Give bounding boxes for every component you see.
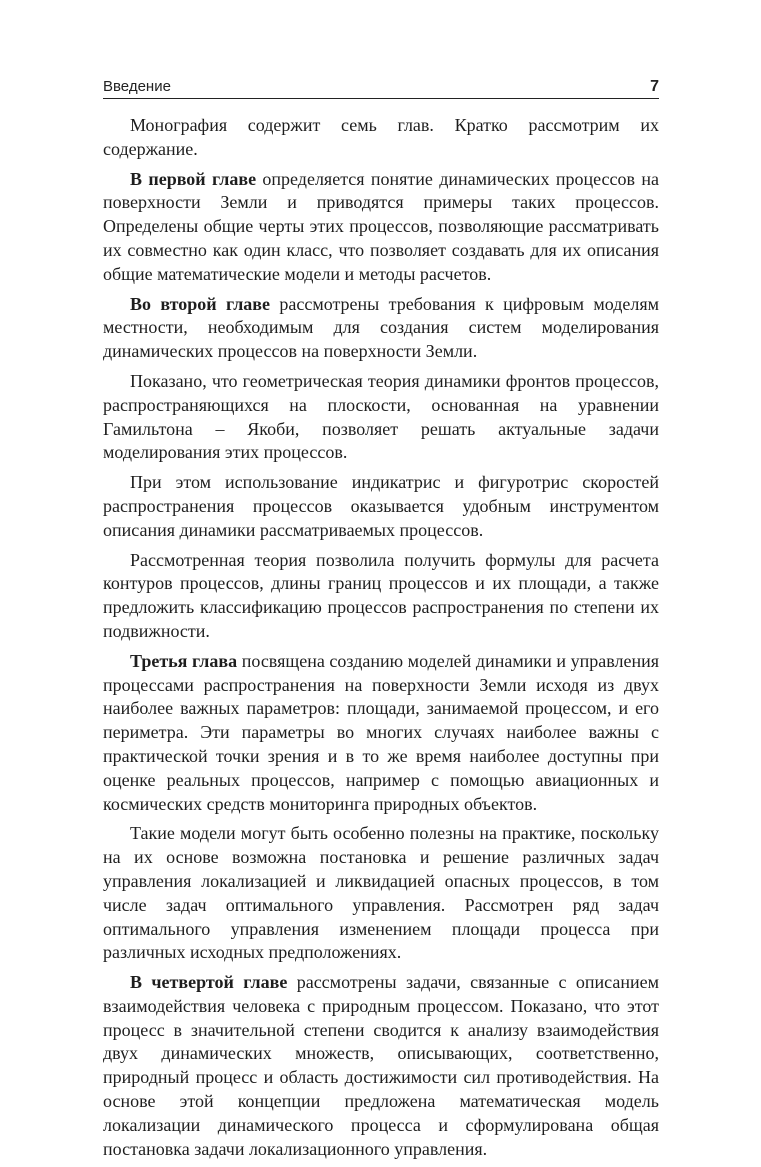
paragraph-text: Рассмотренная теория позволила получить формулы для расчета контуров процессов, длины границ процессов и их площади, а также предложить классификацию процессов распространения по степени их подвижности. — [103, 549, 659, 641]
paragraph-text: Монография содержит семь глав. Кратко рассмотрим их содержание. — [103, 115, 659, 159]
paragraph-lead: Третья глава — [130, 650, 238, 671]
running-header — [103, 76, 659, 99]
paragraph — [103, 114, 659, 162]
paragraph — [103, 822, 659, 965]
paragraph — [103, 168, 659, 287]
body-text — [103, 114, 659, 1167]
paragraph-text: определяется понятие динамических процессов на поверхности Земли и приводятся примеры таких процессов. Определены общие черты этих процессов, позволяющие рассматривать их совместно как один класс, что позволяет создавать для их описания общие математические модели и методы расчетов. — [103, 168, 659, 284]
paragraph-text: Показано, что геометрическая теория динамики фронтов процессов, распространяющихся на плоскости, основанная на уравнении Гамильтона – Якоби, позволяет решать актуальные задачи моделирования этих процессов. — [103, 370, 659, 463]
paragraph — [103, 971, 659, 1161]
paragraph-lead: В четвертой главе — [130, 972, 288, 993]
paragraph-text: рассмотрены задачи, связанные с описанием взаимодействия человека с природным процессом. Показано, что этот процесс в значительной степени сводится к анализу взаимодействия двух динамических множеств, описывающих, соответственно, природный процесс и область достижимости сил противодействия. На основе этой концепции предложена математическая модель локализации динамического процесса и сформулирована общая постановка задачи локализационного управления. — [103, 972, 659, 1159]
paragraph-lead: Во второй главе — [130, 293, 271, 314]
page-number: 7 — [650, 78, 659, 95]
section-title: Введение — [103, 78, 171, 95]
paragraph — [103, 370, 659, 465]
paragraph-text: При этом использование индикатрис и фигуротрис скоростей распространения процессов оказывается удобным инструментом описания динамики рассматриваемых процессов. — [103, 472, 659, 540]
paragraph-text: посвящена созданию моделей динамики и управления процессами распространения на поверхности Земли исходя из двух наиболее важных параметров: площади, занимаемой процессом, и его периметра. Эти параметры во многих случаях наиболее важны с практической точки зрения и в то же время наиболее доступны при оценке реальных процессов, например с помощью авиационных и космических средств мониторинга природных объектов. — [103, 650, 659, 814]
paragraph — [103, 293, 659, 364]
paragraph — [103, 650, 659, 817]
paragraph — [103, 471, 659, 542]
paragraph-lead: В первой главе — [130, 168, 257, 189]
paragraph-text: рассмотрены требования к цифровым моделям местности, необходимым для создания систем моделирования динамических процессов на поверхности Земли. — [103, 293, 659, 362]
paragraph-text: Такие модели могут быть особенно полезны на практике, поскольку на их основе возможна постановка и решение различных задач управления локализацией и ликвидацией опасных процессов, в том числе задач оптимального управления. Рассмотрен ряд задач оптимального управления изменением площади процесса при различных исходных предположениях. — [103, 823, 659, 963]
paragraph — [103, 549, 659, 644]
